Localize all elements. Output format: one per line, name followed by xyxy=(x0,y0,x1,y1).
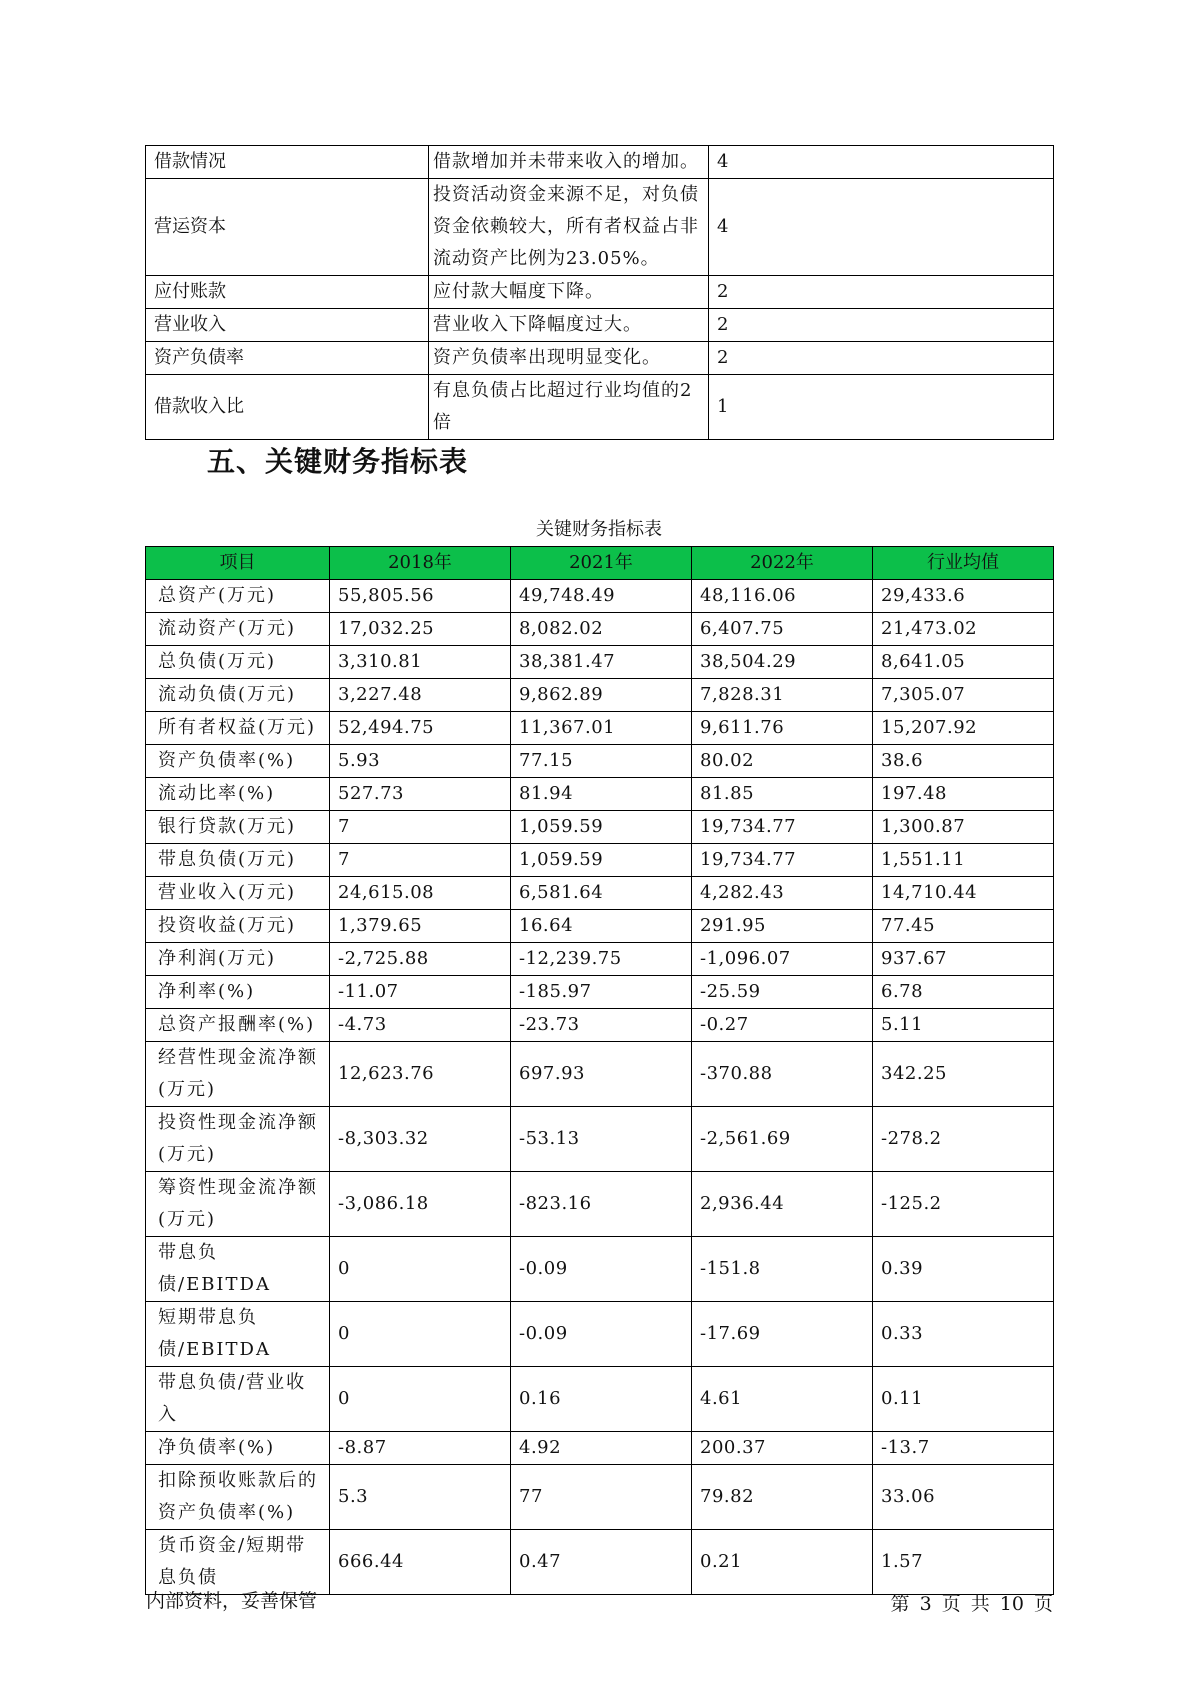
indicator-value: -0.09 xyxy=(511,1302,692,1367)
indicator-value: 8,082.02 xyxy=(511,613,692,646)
indicator-name: 银行贷款(万元) xyxy=(146,811,330,844)
risk-item: 营运资本 xyxy=(146,179,429,276)
indicator-value: 6.78 xyxy=(873,976,1054,1009)
risk-score: 2 xyxy=(709,276,1054,309)
indicator-value: 11,367.01 xyxy=(511,712,692,745)
indicator-value: -1,096.07 xyxy=(692,943,873,976)
indicator-value: 77 xyxy=(511,1465,692,1530)
indicator-value: 52,494.75 xyxy=(330,712,511,745)
risk-row xyxy=(146,309,1054,342)
indicator-value: 7,305.07 xyxy=(873,679,1054,712)
indicator-name: 净利润(万元) xyxy=(146,943,330,976)
indicator-name: 营业收入(万元) xyxy=(146,877,330,910)
indicator-value: 666.44 xyxy=(330,1530,511,1595)
table-row xyxy=(146,712,1054,745)
table-row xyxy=(146,976,1054,1009)
table-row xyxy=(146,1302,1054,1367)
indicator-value: 5.11 xyxy=(873,1009,1054,1042)
indicator-value: 24,615.08 xyxy=(330,877,511,910)
indicator-value: 81.94 xyxy=(511,778,692,811)
risk-row xyxy=(146,342,1054,375)
indicator-value: -125.2 xyxy=(873,1172,1054,1237)
indicator-value: -25.59 xyxy=(692,976,873,1009)
indicator-value: -2,561.69 xyxy=(692,1107,873,1172)
indicator-value: 0.16 xyxy=(511,1367,692,1432)
indicator-name: 总负债(万元) xyxy=(146,646,330,679)
risk-description: 有息负债占比超过行业均值的2倍 xyxy=(429,375,709,440)
table-row xyxy=(146,1465,1054,1530)
risk-row xyxy=(146,146,1054,179)
indicator-value: 0.47 xyxy=(511,1530,692,1595)
table-row xyxy=(146,1107,1054,1172)
table-row xyxy=(146,1009,1054,1042)
indicator-value: 2,936.44 xyxy=(692,1172,873,1237)
indicator-value: -23.73 xyxy=(511,1009,692,1042)
indicator-value: 197.48 xyxy=(873,778,1054,811)
indicator-value: 7 xyxy=(330,811,511,844)
indicator-value: 0 xyxy=(330,1237,511,1302)
indicator-value: 7,828.31 xyxy=(692,679,873,712)
indicator-value: 1,059.59 xyxy=(511,811,692,844)
risk-description: 营业收入下降幅度过大。 xyxy=(429,309,709,342)
table-row xyxy=(146,745,1054,778)
indicator-value: 3,310.81 xyxy=(330,646,511,679)
risk-description: 投资活动资金来源不足，对负债资金依赖较大，所有者权益占非流动资产比例为23.05%。 xyxy=(429,179,709,276)
indicator-value: -12,239.75 xyxy=(511,943,692,976)
indicator-name: 资产负债率(%) xyxy=(146,745,330,778)
indicator-value: 38,381.47 xyxy=(511,646,692,679)
indicator-name: 净负债率(%) xyxy=(146,1432,330,1465)
table-row xyxy=(146,844,1054,877)
indicator-value: 38.6 xyxy=(873,745,1054,778)
indicator-value: 9,611.76 xyxy=(692,712,873,745)
indicator-value: 33.06 xyxy=(873,1465,1054,1530)
table-row xyxy=(146,1530,1054,1595)
table-row xyxy=(146,1172,1054,1237)
risk-score: 4 xyxy=(709,179,1054,276)
risk-description: 资产负债率出现明显变化。 xyxy=(429,342,709,375)
indicator-value: 15,207.92 xyxy=(873,712,1054,745)
indicator-value: -0.09 xyxy=(511,1237,692,1302)
indicator-name: 短期带息负债/EBITDA xyxy=(146,1302,330,1367)
indicator-value: -151.8 xyxy=(692,1237,873,1302)
indicator-value: 3,227.48 xyxy=(330,679,511,712)
indicator-value: -0.27 xyxy=(692,1009,873,1042)
indicator-value: -823.16 xyxy=(511,1172,692,1237)
indicator-value: 29,433.6 xyxy=(873,580,1054,613)
indicator-value: 0.33 xyxy=(873,1302,1054,1367)
header-2022: 2022年 xyxy=(692,547,873,580)
footer-page-number: 第 3 页 共 10 页 xyxy=(890,1593,1053,1615)
indicator-name: 流动资产(万元) xyxy=(146,613,330,646)
table-row xyxy=(146,1042,1054,1107)
risk-score: 2 xyxy=(709,342,1054,375)
table-row xyxy=(146,1367,1054,1432)
indicator-value: 0.21 xyxy=(692,1530,873,1595)
indicator-value: 9,862.89 xyxy=(511,679,692,712)
indicator-value: 1,379.65 xyxy=(330,910,511,943)
indicator-value: 5.3 xyxy=(330,1465,511,1530)
indicator-value: 19,734.77 xyxy=(692,811,873,844)
table-row xyxy=(146,1432,1054,1465)
indicator-value: 49,748.49 xyxy=(511,580,692,613)
indicator-value: -3,086.18 xyxy=(330,1172,511,1237)
indicator-value: 81.85 xyxy=(692,778,873,811)
indicator-value: 6,581.64 xyxy=(511,877,692,910)
header-industry-average: 行业均值 xyxy=(873,547,1054,580)
indicator-name: 货币资金/短期带息负债 xyxy=(146,1530,330,1595)
indicator-name: 带息负债(万元) xyxy=(146,844,330,877)
indicator-value: 0 xyxy=(330,1367,511,1432)
indicator-value: 12,623.76 xyxy=(330,1042,511,1107)
indicator-name: 投资性现金流净额(万元) xyxy=(146,1107,330,1172)
indicator-value: 0.11 xyxy=(873,1367,1054,1432)
indicator-value: 200.37 xyxy=(692,1432,873,1465)
table-row xyxy=(146,877,1054,910)
indicator-value: 0 xyxy=(330,1302,511,1367)
table-row xyxy=(146,943,1054,976)
indicator-value: 77.45 xyxy=(873,910,1054,943)
indicator-value: -13.7 xyxy=(873,1432,1054,1465)
header-2021: 2021年 xyxy=(511,547,692,580)
indicator-value: 48,116.06 xyxy=(692,580,873,613)
risk-row xyxy=(146,375,1054,440)
risk-item: 应付账款 xyxy=(146,276,429,309)
indicator-value: 1.57 xyxy=(873,1530,1054,1595)
indicator-value: -4.73 xyxy=(330,1009,511,1042)
table-row xyxy=(146,778,1054,811)
table-row xyxy=(146,1237,1054,1302)
indicator-value: 55,805.56 xyxy=(330,580,511,613)
footer-confidential: 内部资料，妥善保管 xyxy=(146,1590,318,1612)
table-row xyxy=(146,679,1054,712)
indicator-value: 937.67 xyxy=(873,943,1054,976)
indicator-value: 697.93 xyxy=(511,1042,692,1107)
indicator-value: -17.69 xyxy=(692,1302,873,1367)
indicator-value: 7 xyxy=(330,844,511,877)
indicator-value: 5.93 xyxy=(330,745,511,778)
indicator-name: 流动比率(%) xyxy=(146,778,330,811)
risk-score: 4 xyxy=(709,146,1054,179)
indicator-name: 所有者权益(万元) xyxy=(146,712,330,745)
indicator-value: 4.92 xyxy=(511,1432,692,1465)
header-item: 项目 xyxy=(146,547,330,580)
indicator-value: 8,641.05 xyxy=(873,646,1054,679)
table-row xyxy=(146,910,1054,943)
financial-indicators-table xyxy=(145,546,1054,1595)
indicator-name: 筹资性现金流净额(万元) xyxy=(146,1172,330,1237)
risk-item: 营业收入 xyxy=(146,309,429,342)
indicator-value: 291.95 xyxy=(692,910,873,943)
indicator-value: -370.88 xyxy=(692,1042,873,1107)
indicator-value: -278.2 xyxy=(873,1107,1054,1172)
indicator-value: 19,734.77 xyxy=(692,844,873,877)
indicator-value: -2,725.88 xyxy=(330,943,511,976)
indicator-value: -185.97 xyxy=(511,976,692,1009)
risk-row xyxy=(146,179,1054,276)
indicator-value: 77.15 xyxy=(511,745,692,778)
indicator-value: 1,551.11 xyxy=(873,844,1054,877)
indicator-value: 38,504.29 xyxy=(692,646,873,679)
indicator-value: 1,059.59 xyxy=(511,844,692,877)
indicator-value: 79.82 xyxy=(692,1465,873,1530)
risk-table xyxy=(145,145,1054,440)
table-row xyxy=(146,613,1054,646)
indicator-name: 经营性现金流净额(万元) xyxy=(146,1042,330,1107)
risk-item: 资产负债率 xyxy=(146,342,429,375)
indicator-value: -8,303.32 xyxy=(330,1107,511,1172)
table-header-row xyxy=(146,547,1054,580)
section-title: 五、关键财务指标表 xyxy=(207,445,469,478)
indicator-value: 342.25 xyxy=(873,1042,1054,1107)
risk-item: 借款收入比 xyxy=(146,375,429,440)
indicator-value: 527.73 xyxy=(330,778,511,811)
risk-item: 借款情况 xyxy=(146,146,429,179)
indicator-value: 17,032.25 xyxy=(330,613,511,646)
indicator-value: 14,710.44 xyxy=(873,877,1054,910)
indicator-value: 21,473.02 xyxy=(873,613,1054,646)
indicator-name: 扣除预收账款后的资产负债率(%) xyxy=(146,1465,330,1530)
indicator-name: 总资产(万元) xyxy=(146,580,330,613)
risk-description: 借款增加并未带来收入的增加。 xyxy=(429,146,709,179)
header-2018: 2018年 xyxy=(330,547,511,580)
indicator-name: 带息负债/EBITDA xyxy=(146,1237,330,1302)
risk-score: 1 xyxy=(709,375,1054,440)
risk-score: 2 xyxy=(709,309,1054,342)
indicator-value: 1,300.87 xyxy=(873,811,1054,844)
indicator-value: 6,407.75 xyxy=(692,613,873,646)
indicator-name: 净利率(%) xyxy=(146,976,330,1009)
table-row xyxy=(146,646,1054,679)
table-caption: 关键财务指标表 xyxy=(536,519,662,540)
indicator-name: 投资收益(万元) xyxy=(146,910,330,943)
risk-row xyxy=(146,276,1054,309)
indicator-name: 带息负债/营业收入 xyxy=(146,1367,330,1432)
indicator-name: 流动负债(万元) xyxy=(146,679,330,712)
indicator-value: 4.61 xyxy=(692,1367,873,1432)
risk-description: 应付款大幅度下降。 xyxy=(429,276,709,309)
indicator-value: 80.02 xyxy=(692,745,873,778)
indicator-value: 4,282.43 xyxy=(692,877,873,910)
indicator-value: 0.39 xyxy=(873,1237,1054,1302)
table-row xyxy=(146,580,1054,613)
indicator-value: -11.07 xyxy=(330,976,511,1009)
table-row xyxy=(146,811,1054,844)
indicator-value: -8.87 xyxy=(330,1432,511,1465)
indicator-name: 总资产报酬率(%) xyxy=(146,1009,330,1042)
indicator-value: -53.13 xyxy=(511,1107,692,1172)
indicator-value: 16.64 xyxy=(511,910,692,943)
